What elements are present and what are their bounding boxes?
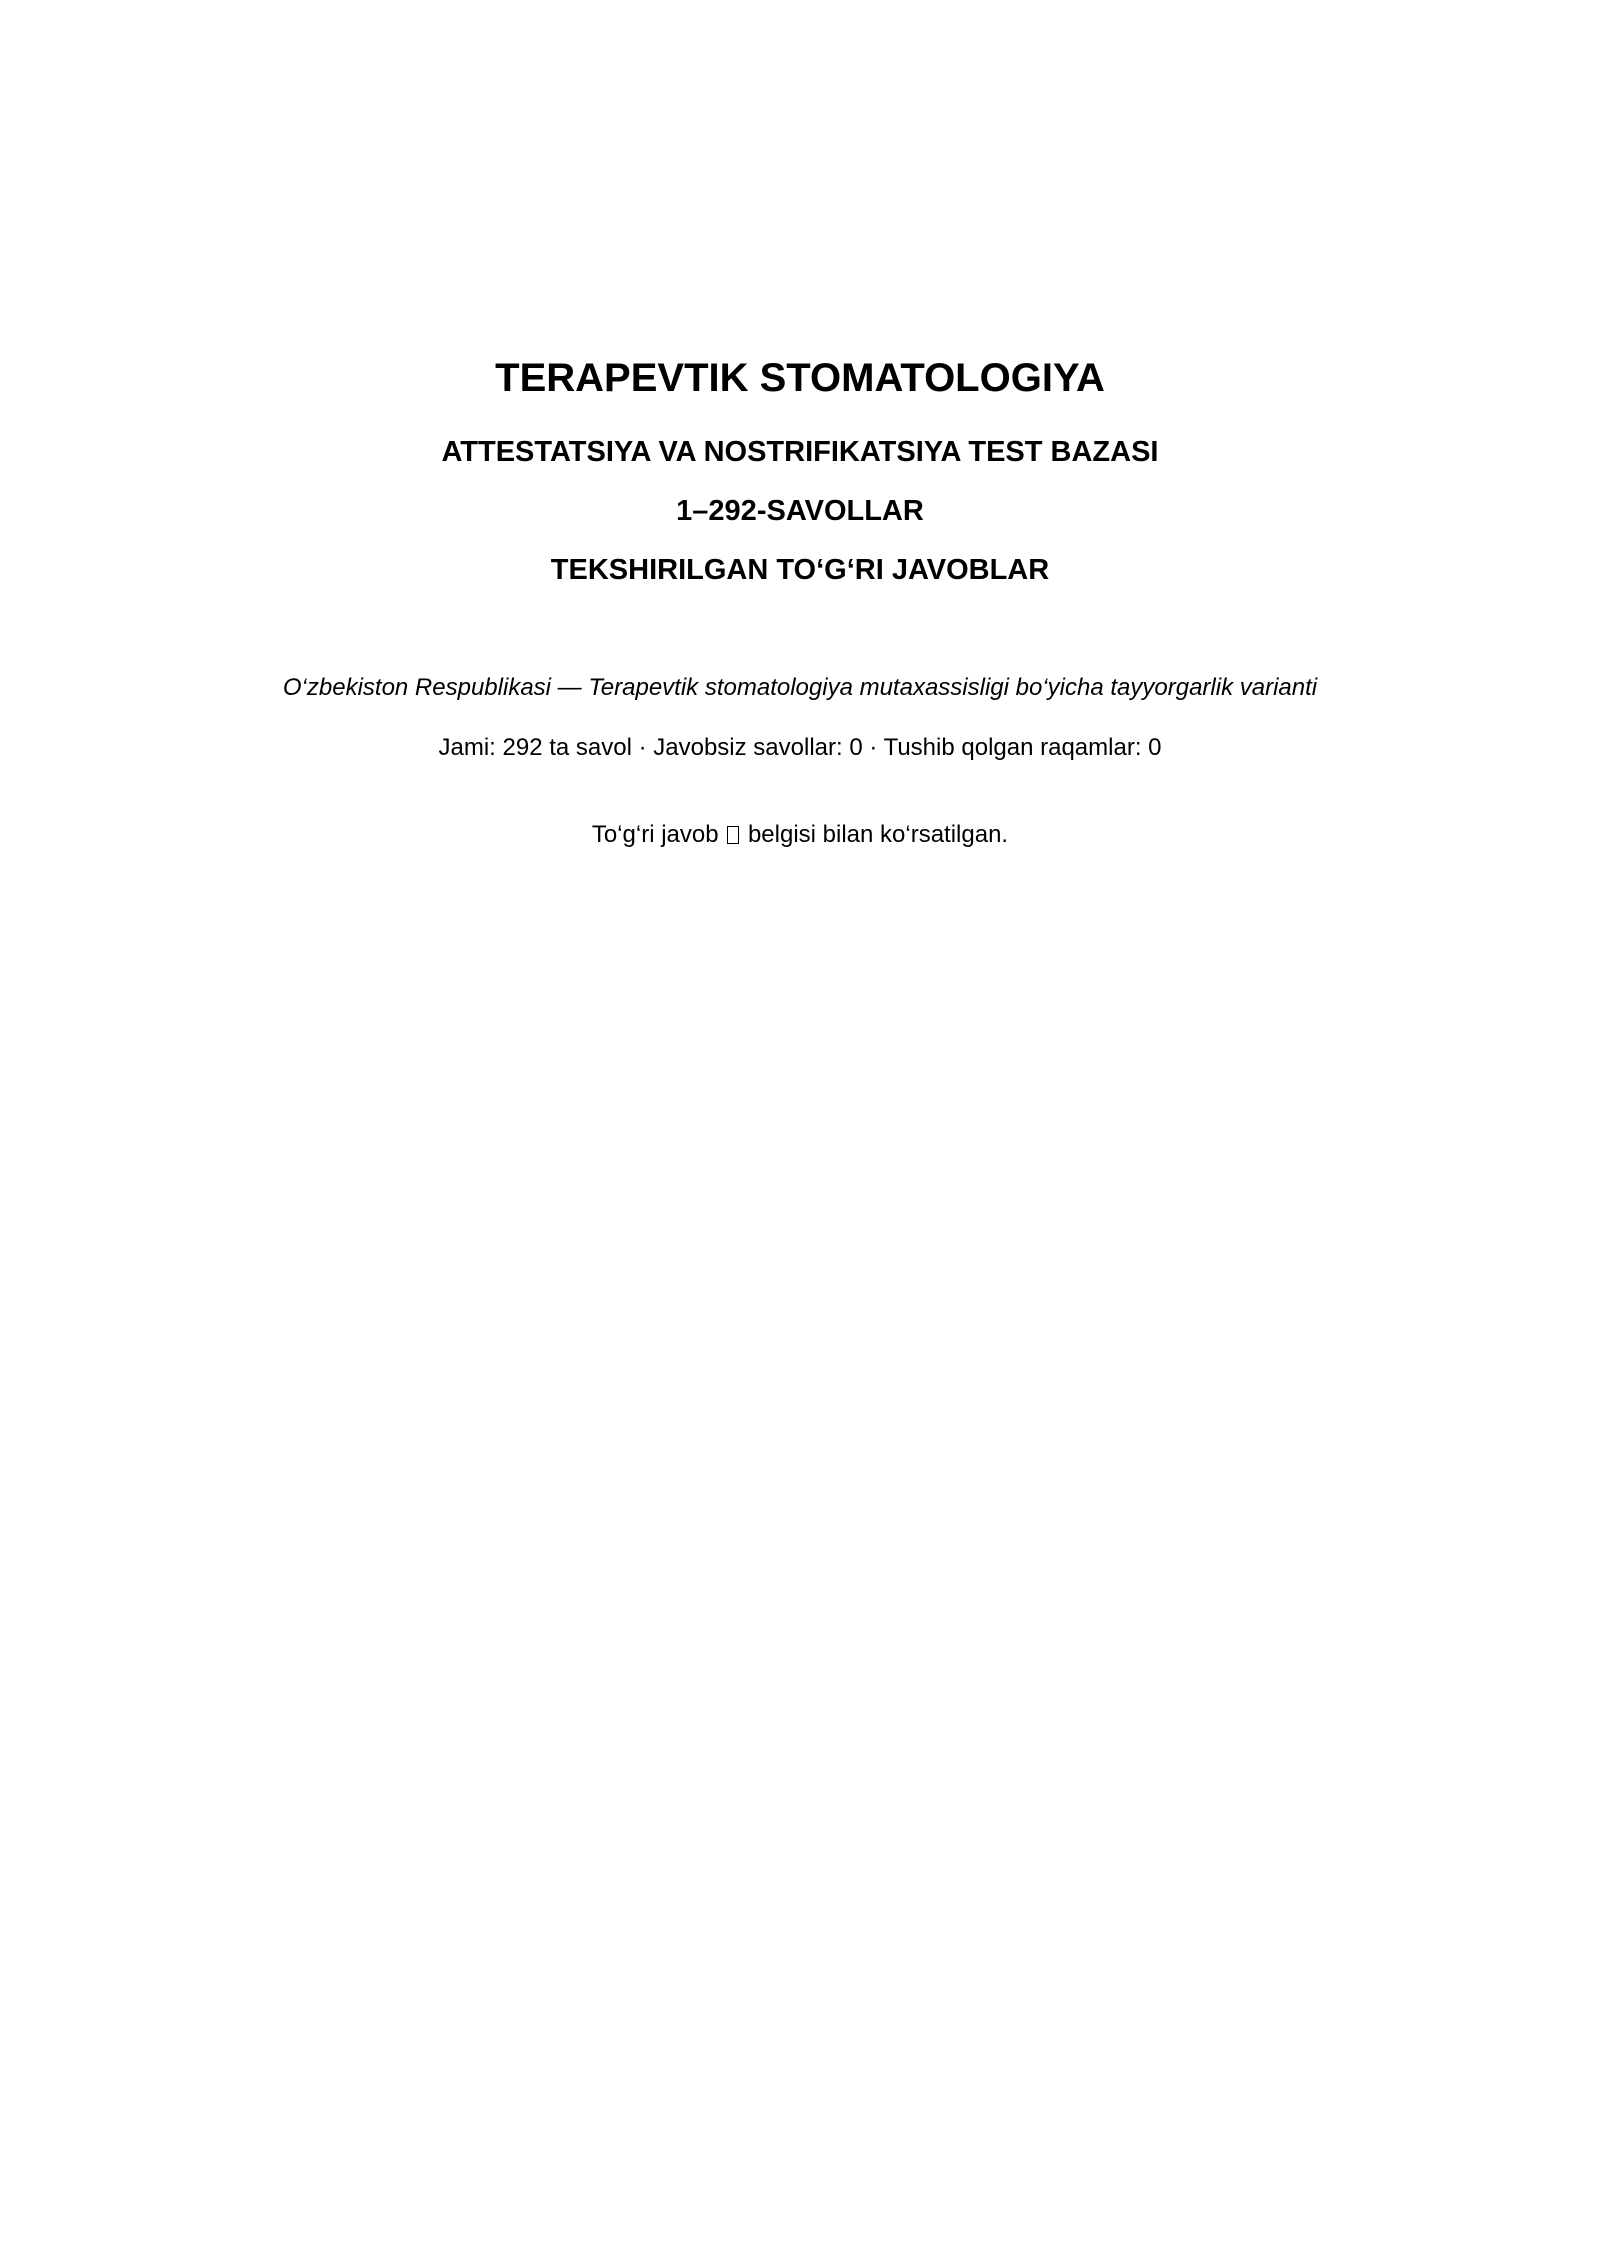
lead-text: O‘zbekiston Respublikasi — Terapevtik stomatologiya mutaxassisligi bo‘yicha tayyorgarlik varianti [282, 674, 1318, 701]
question-range: 1–292-SAVOLLAR [676, 495, 924, 527]
document-title: TERAPEVTIK STOMATOLOGIYA [495, 356, 1105, 400]
stats-line: Jami: 292 ta savol · Javobsiz savollar: 0 · Tushib qolgan raqamlar: 0 [438, 734, 1162, 761]
legend-note-before: To‘g‘ri javob [591, 821, 719, 848]
legend-note [0, 818, 1600, 852]
answers-heading: TEKSHIRILGAN TO‘G‘RI JAVOBLAR [550, 554, 1050, 586]
missing-glyph-icon [727, 826, 739, 844]
legend-note-after: belgisi bilan ko‘rsatilgan. [747, 821, 1009, 848]
document-subtitle: ATTESTATSIYA VA NOSTRIFIKATSIYA TEST BAZASI [441, 436, 1159, 468]
